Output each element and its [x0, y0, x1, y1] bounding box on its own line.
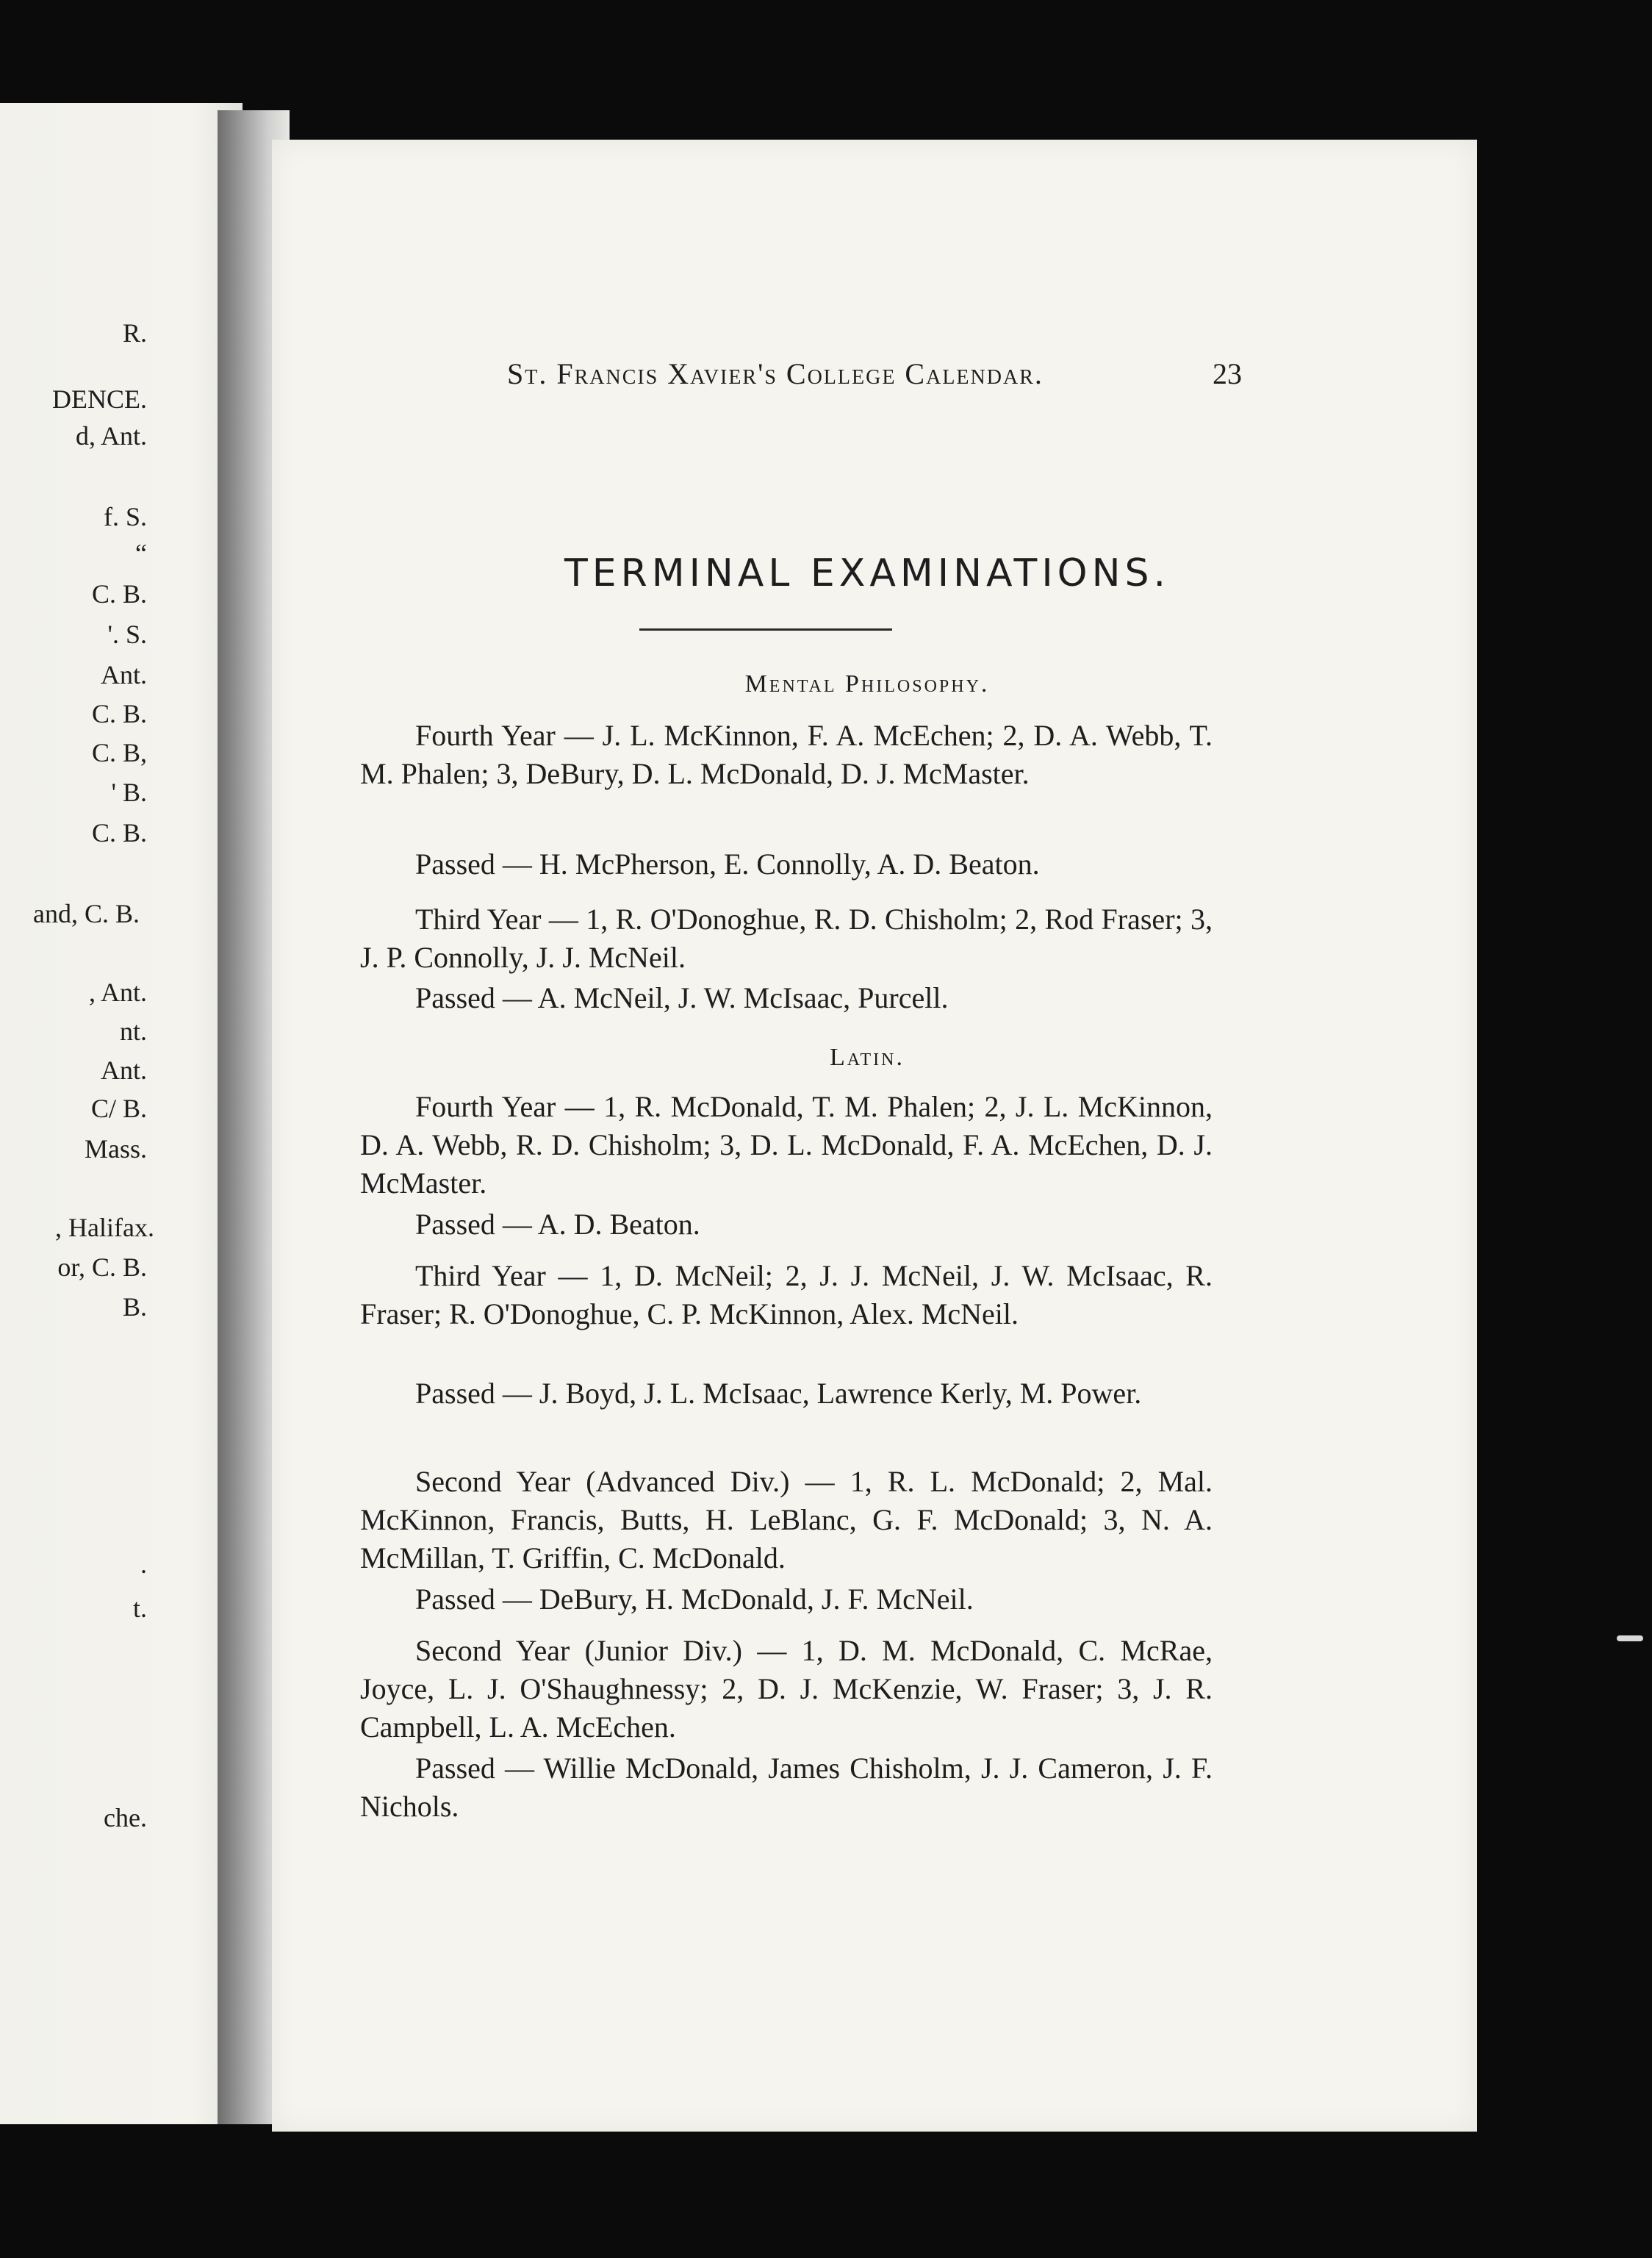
left-fragment: , Ant.	[88, 978, 147, 1007]
left-fragment: R.	[122, 318, 147, 348]
right-page	[272, 140, 1477, 2132]
exam-paragraph: Fourth Year — 1, R. McDonald, T. M. Phalen; 2, J. L. McKinnon, D. A. Webb, R. D. Chisholm; 3, D. L. McDonald, F. A. McEchen, D. J. McMaster.	[360, 1090, 1213, 1200]
left-fragment: and, C. B.	[32, 899, 140, 928]
exam-paragraph: Second Year (Junior Div.) — 1, D. M. McDonald, C. McRae, Joyce, L. J. O'Shaughnessy; 2, D. J. McKenzie, W. Fraser; 3, J. R. Campbell, L. A. McEchen.	[360, 1634, 1213, 1743]
left-fragment: DENCE.	[52, 384, 147, 414]
left-fragment: d, Ant.	[75, 421, 147, 451]
left-fragment: C. B.	[91, 818, 147, 847]
exam-paragraph: Passed — H. McPherson, E. Connolly, A. D. Beaton.	[415, 847, 1040, 881]
exam-paragraph: Passed — DeBury, H. McDonald, J. F. McNeil.	[415, 1583, 974, 1616]
exam-paragraph: Passed — J. Boyd, J. L. McIsaac, Lawrence Kerly, M. Power.	[415, 1377, 1142, 1410]
page-number: 23	[1213, 357, 1242, 390]
exam-paragraph: Passed — A. D. Beaton.	[415, 1208, 700, 1241]
left-fragment: “	[135, 539, 147, 568]
running-head: St. Francis Xavier's College Calendar.	[507, 357, 1044, 390]
left-fragment: che.	[104, 1803, 147, 1832]
left-fragment: B.	[122, 1292, 147, 1322]
left-fragment: '. S.	[107, 620, 147, 649]
stray-mark	[1617, 1635, 1643, 1641]
left-page	[0, 103, 243, 2124]
left-fragment: C. B,	[91, 738, 147, 767]
left-fragment: nt.	[119, 1017, 147, 1046]
left-fragment: Ant.	[101, 660, 147, 689]
exam-paragraph: Fourth Year — J. L. McKinnon, F. A. McEchen; 2, D. A. Webb, T. M. Phalen; 3, DeBury, D. L. McDonald, D. J. McMaster.	[360, 719, 1213, 790]
exam-paragraph: Passed — Willie McDonald, James Chisholm, J. J. Cameron, J. F. Nichols.	[360, 1752, 1213, 1823]
left-fragment: f. S.	[103, 502, 147, 531]
left-fragment: C. B.	[91, 699, 147, 728]
exam-paragraph: Second Year (Advanced Div.) — 1, R. L. McDonald; 2, Mal. McKinnon, Francis, Butts, H. LeBlanc, G. F. McDonald; 3, N. A. McMillan, T. Griffin, C. McDonald.	[360, 1465, 1213, 1574]
exam-paragraph: Third Year — 1, R. O'Donoghue, R. D. Chisholm; 2, Rod Fraser; 3, J. P. Connolly, J. J. McNeil.	[360, 903, 1213, 974]
exam-paragraph: Third Year — 1, D. McNeil; 2, J. J. McNeil, J. W. McIsaac, R. Fraser; R. O'Donoghue, C. P. McKinnon, Alex. McNeil.	[360, 1259, 1213, 1330]
left-page-text-fragments	[0, 103, 243, 2124]
left-fragment: , Halifax.	[55, 1213, 154, 1242]
page-title: TERMINAL EXAMINATIONS.	[564, 551, 1171, 595]
left-fragment: t.	[132, 1594, 147, 1623]
left-fragment: C. B.	[91, 579, 147, 609]
left-fragment: C/ B.	[90, 1094, 147, 1123]
left-fragment: Mass.	[84, 1134, 147, 1164]
left-fragment: .	[140, 1549, 147, 1579]
left-fragment: Ant.	[101, 1055, 147, 1085]
exam-paragraph: Passed — A. McNeil, J. W. McIsaac, Purcell.	[415, 981, 949, 1014]
section-heading-mental-philosophy: Mental Philosophy.	[744, 670, 990, 698]
page-content	[316, 140, 1477, 2132]
left-fragment: or, C. B.	[57, 1252, 147, 1282]
left-fragment: ' B.	[111, 778, 147, 807]
title-rule	[639, 628, 892, 631]
section-heading-latin: Latin.	[830, 1044, 905, 1071]
